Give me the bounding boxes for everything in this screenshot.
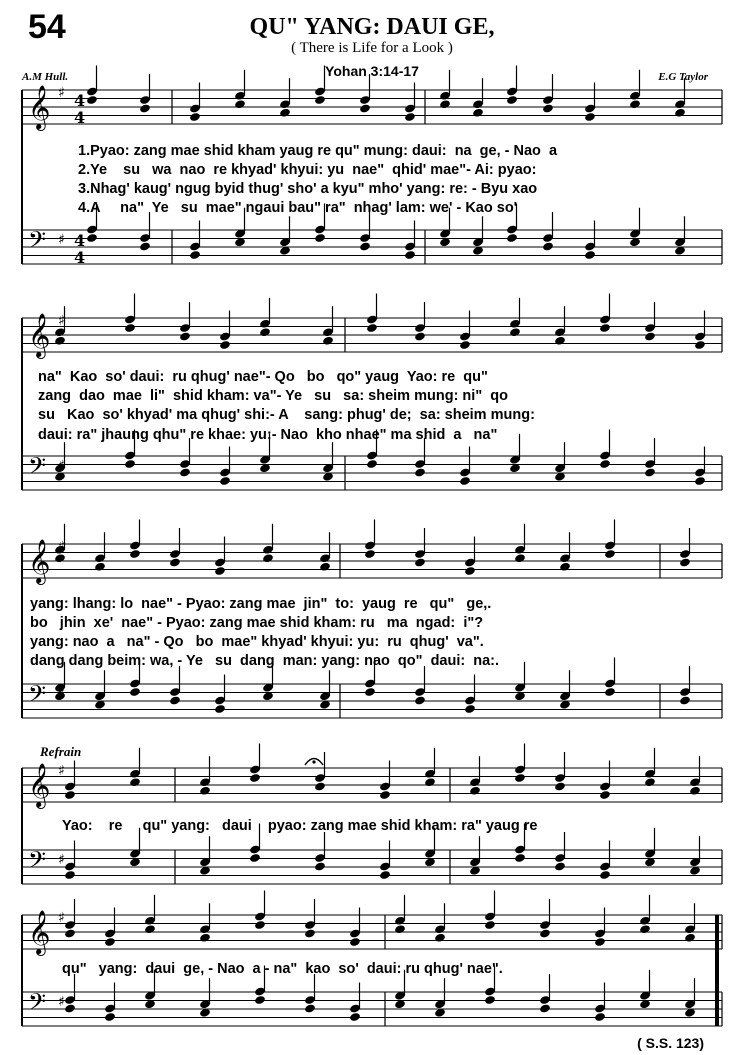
notehead [404,112,416,122]
notehead [254,920,266,930]
lyric-line: 3.Nhag' kaug' ngug byid thug' sho' a kyu" mho' yang: re: - Byu xao [78,181,538,197]
notehead [139,103,151,113]
notehead [124,323,136,333]
notehead [169,695,181,705]
notehead [214,704,226,714]
notehead [64,928,76,938]
notehead [506,95,518,105]
lyric-line: yang: nao a na" - Qo bo mae" khyad' khyui: yu: ru qhug' va". [30,634,484,650]
notehead [459,476,471,486]
notehead [414,557,426,567]
lyric-line: na" Kao so' daui: ru qhug' nae"- Qo bo qo" yaug Yao: re qu" [38,369,488,385]
notehead [644,777,656,787]
notehead [404,250,416,260]
time-signature: 4 [74,108,86,127]
key-signature-sharp: ♯ [58,763,65,779]
notehead [584,250,596,260]
refrain-label: Refrain [40,744,82,759]
key-signature-sharp: ♯ [58,852,65,868]
lyric-line: 1.Pyao: zang mae shid kham yaug re qu" mung: daui: na ge, - Nao a [78,143,558,159]
notehead [644,331,656,341]
notehead [129,777,141,787]
notehead [469,786,481,796]
bass-clef: 𝄢 [28,846,47,879]
notehead [584,112,596,122]
lyric-line: yang: lhang: lo nae" - Pyao: zang mae jin" to: yaug re qu" ge,. [30,596,492,612]
notehead [179,331,191,341]
treble-clef: 𝄞 [28,910,51,954]
key-signature-sharp: ♯ [58,313,65,329]
treble-clef: 𝄞 [28,313,51,357]
notehead [64,1003,76,1013]
notehead [189,112,201,122]
notehead [539,1003,551,1013]
notehead [54,336,66,346]
notehead [554,861,566,871]
notehead [459,340,471,350]
bass-clef: 𝄢 [28,226,47,259]
notehead [199,786,211,796]
composer-credit: E.G Taylor [658,71,708,83]
notehead [694,340,706,350]
notehead [259,327,271,337]
notehead [599,870,611,880]
notehead [629,99,641,109]
notehead [599,459,611,469]
notehead [366,459,378,469]
notehead [179,467,191,477]
notehead [514,853,526,863]
notehead [364,687,376,697]
notehead [464,566,476,576]
lyric-line: Yao: re qu" yang: daui pyao: zang mae shid kham: ra" yaug re [62,818,538,834]
notehead [364,549,376,559]
notehead [314,233,326,243]
notehead [349,1012,361,1022]
key-signature-sharp: ♯ [58,910,65,926]
notehead [679,557,691,567]
notehead [129,549,141,559]
notehead [684,933,696,943]
notehead [304,1003,316,1013]
notehead [379,790,391,800]
notehead [542,241,554,251]
notehead [679,695,691,705]
notehead [674,108,686,118]
time-signature: 4 [74,91,86,110]
notehead [169,557,181,567]
hymn-number: 54 [28,8,66,46]
time-signature: 4 [74,248,86,267]
notehead [129,687,141,697]
notehead [359,103,371,113]
notehead [104,1012,116,1022]
lyric-line: 4.A na" Ye su mae" ngaui bau" ra" nhag' lam: we' - Kao so' [78,200,518,216]
notehead [394,924,406,934]
notehead [604,687,616,697]
notehead [414,467,426,477]
bass-clef: 𝄢 [28,988,47,1021]
notehead [139,241,151,251]
notehead [694,476,706,486]
notehead [304,928,316,938]
notehead [639,924,651,934]
notehead [214,566,226,576]
notehead [249,773,261,783]
notehead [104,937,116,947]
notehead [689,786,701,796]
notehead [539,928,551,938]
notehead [509,327,521,337]
lyric-line: daui: ra" jhaung qhu" re khae: yu:- Nao kho nhae" ma shid a na" [38,427,498,443]
notehead [322,336,334,346]
notehead [219,476,231,486]
notehead [554,336,566,346]
notehead [124,459,136,469]
lyric-line: su Kao so' khyad' ma qhug' shi:- A sang: phug' de; sa: sheim mung: [38,407,535,423]
time-signature: 4 [74,231,86,250]
notehead [514,773,526,783]
notehead [439,99,451,109]
treble-clef: 𝄞 [28,539,51,583]
notehead [594,937,606,947]
notehead [506,233,518,243]
notehead [314,861,326,871]
bass-clef: 𝄢 [28,680,47,713]
notehead [554,781,566,791]
notehead [484,920,496,930]
treble-clef: 𝄞 [28,763,51,807]
notehead [434,933,446,943]
notehead [414,695,426,705]
notehead [366,323,378,333]
notehead [472,108,484,118]
lyric-line: bo jhin xe' nae" - Pyao: zang mae shid kham: ru ma ngad: i"? [30,615,484,631]
lyric-line: qu" yang: daui ge, - Nao a - na" kao so' daui: ru qhug' nae". [62,961,503,977]
lyricist-credit: A.M Hull. [22,71,69,83]
notehead [86,233,98,243]
notehead [189,250,201,260]
notehead [424,777,436,787]
notehead [254,995,266,1005]
source-note: ( S.S. 123) [637,1035,704,1051]
notehead [514,553,526,563]
notehead [234,99,246,109]
hymn-subtitle: ( There is Life for a Look ) [291,40,453,56]
notehead [64,790,76,800]
notehead [86,95,98,105]
hymn-title: QU" YANG: DAUI GE, [249,14,495,40]
bass-clef: 𝄢 [28,452,47,485]
notehead [414,331,426,341]
key-signature-sharp: ♯ [58,85,65,101]
notehead [359,241,371,251]
notehead [559,562,571,572]
notehead [349,937,361,947]
lyric-line: 2.Ye su wa nao re khyad' khyui: yu nae" qhid' mae"- Ai: pyao: [78,162,537,178]
lyric-line: dang dang beim: wa, - Ye su dang man: yang: nao qo" daui: na:. [30,653,500,669]
notehead [594,1012,606,1022]
key-signature-sharp: ♯ [58,232,65,248]
notehead [219,340,231,350]
notehead [464,704,476,714]
notehead [599,323,611,333]
notehead [314,95,326,105]
notehead [379,870,391,880]
key-signature-sharp: ♯ [58,994,65,1010]
notehead [319,562,331,572]
lyric-line: zang dao mae li" shid kham: va"- Ye su sa: sheim mung: ni" qo [38,388,508,404]
notehead [484,995,496,1005]
notehead [249,853,261,863]
notehead [64,870,76,880]
notehead [262,553,274,563]
notehead [314,781,326,791]
notehead [542,103,554,113]
notehead [279,108,291,118]
notehead [94,562,106,572]
notehead [644,467,656,477]
notehead [604,549,616,559]
notehead [599,790,611,800]
treble-clef: 𝄞 [28,85,51,129]
scripture-reference: Yohan 3:14-17 [325,63,419,79]
notehead [144,924,156,934]
fermata-icon [312,760,315,763]
notehead [199,933,211,943]
